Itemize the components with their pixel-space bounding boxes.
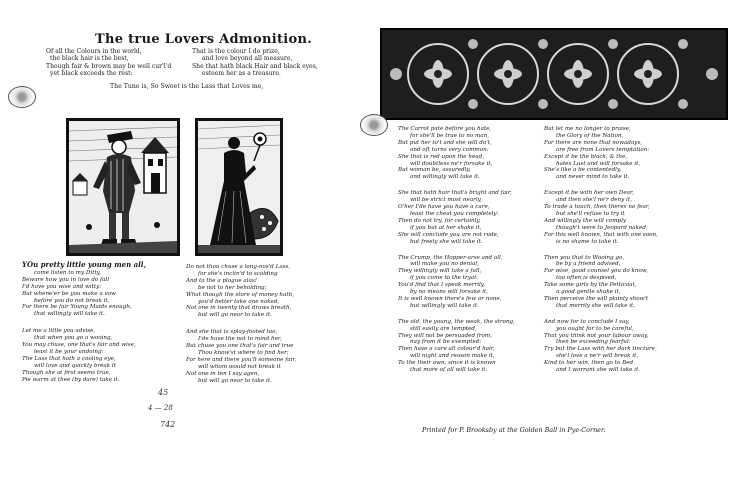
stanza: Let me a little you advise, that when you go a wooing, You may chuse, one that's fair and wise, least it be your undoing: The Lass that hath a cooling eye, will love and quickly break it Though she at first seems true, Pie warm at thee (by dare) take it.	[22, 328, 136, 383]
left-column-2	[186, 264, 296, 391]
stanza: Except it be with her own Dear, and then she'l ne'r deny it, To trade a touch, then theres no fear, but she'll refuse to try it And willingly the will comply though't were to Jeopard naked, For this well known, that with one soon, is no shame to take it.	[544, 190, 658, 245]
stanza: Do not thou chuse a long-nos'd Lass, for she's inclin'd to scolding And to the a plague alas! be not to her beholding: What though the store of money hath, you'd better take one naked, Not one in twenty that draws breath, but will go near to take it.	[186, 264, 294, 319]
stanza: But let me no longer to praise, the Glory of the Nation, For there are none that nowadays, are free from Lovers temptation: Except it be the black, & the, hates Lust and will forsake it, She's like a be contentedly, and never mind to take it.	[544, 126, 650, 181]
stanza: The old, the young, the weak, the strong, still easily are tempted, They will not be persuaded from, nay from it be exempted: Then have a care all colour'd hair, will night and reason make it, To the their own, since it is known that more of all will take it.	[398, 318, 515, 374]
stanza: The Carrot pate before you hate, for she'll be true to no man, But put her to't and she will do't, and oft turns very common: She that is red upon the head, will doubtless ne'r forsake it, But woman be, assuredly, and willingly will take it.	[398, 126, 493, 181]
tune-line: The Tune is, So Sweet is the Lass that Loves me,	[110, 83, 264, 90]
right-column-2	[544, 126, 658, 380]
intro-verse-left: Of all the Colours in the world, the black hair is the best, Though fair & brown may be well cur'l'd yet black exceeds the rest:	[46, 48, 172, 78]
right-page	[352, 0, 743, 480]
library-stamp-left	[8, 86, 36, 108]
left-column-1	[22, 262, 146, 390]
left-page	[0, 0, 352, 480]
library-stamp-right	[360, 114, 388, 136]
stanza: And now for to conclude I say, you ought for to be careful, That you think not your labour away, then be exceeding fearful: Try but the Lass with her dark tincture, she'l love a ne'r will break it, Kind to her win, then go to Bed and I warrant she will take it.	[544, 318, 657, 374]
ornamental-woodcut-border	[380, 28, 728, 120]
woodcut-woman-illustration	[195, 118, 283, 256]
margin-note: 4 — 28	[148, 404, 173, 412]
ballad-title: The true Lovers Admonition.	[95, 32, 313, 47]
stanza: And she that is splay-footed too, I'de have the not to mind her, But chuse you one that's fair and true Thou know'st where to find her; For here and there you'll someone fair, will whom would not break it Not one in ten I say agen, but will go near to take it.	[186, 329, 297, 384]
stanza: She that hath hair that's bright and fair, will be strict most nearly, O'her I'de have you have a care, least the cheat you completely: Then do not try, for certainly, if you but at her shake it, She will conclude you are not rude, but freely she will take it.	[398, 190, 512, 245]
margin-note: 45	[158, 388, 169, 397]
stanza: YOu pretty little young men all, come listen to my Ditty, Beware how you in love do fall I'd have you wise and witty: But whene'er be you make a vow before you do not break it, For there be fair Young Maids enough, that willingly will take it.	[22, 260, 146, 318]
woodcut-man-illustration	[66, 118, 180, 256]
margin-note: 742	[160, 420, 176, 429]
right-column-1	[398, 126, 515, 380]
stanza: Then you that to Wooing go, be by a friend advised, For wise, good counsel you do know, too often is despised, Take some girls by the Petticoat, a good gentle shake it, Then perceive the will plainly show't that merrily she will take it.	[544, 254, 649, 309]
intro-verse-right: That is the colour I do prize, and love beyond all measure, She that hath black Hair and black eyes, esteem her as a treasure.	[192, 48, 318, 78]
stanza: The Crump, the Hopper-arse and all, will make you no denial, They willingly will take a fall, if you come to the tryal: You'd find that I speak merrily, by no means will forsake it, It is well known there's few or none, but willingly will take it.	[398, 254, 503, 309]
drop-cap-line: YOu pretty little young men all,	[22, 260, 146, 269]
printer-imprint: Printed for P. Brooksby at the Golden Ball in Pye-Corner.	[422, 426, 606, 434]
